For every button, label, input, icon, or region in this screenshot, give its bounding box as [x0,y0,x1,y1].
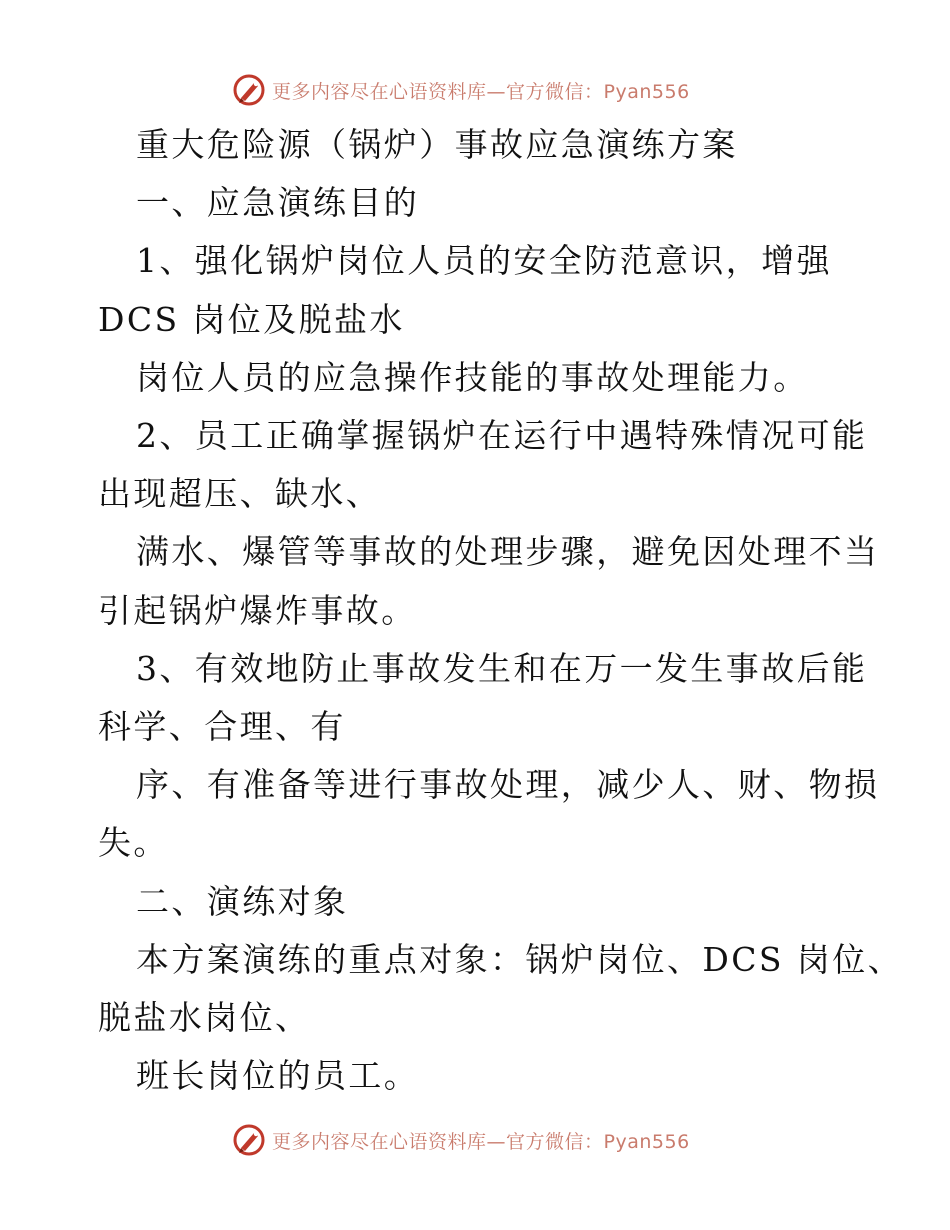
text-line: 序、有准备等进行事故处理，减少人、财、物损 [136,765,880,805]
text-line: 一、应急演练目的 [136,183,420,223]
text-line: DCS 岗位及脱盐水 [98,299,405,339]
footer-watermark [232,1120,690,1160]
header-watermark [232,70,690,110]
text-line: 重大危险源（锅炉）事故应急演练方案 [136,125,738,164]
pen-seal-icon [232,73,266,107]
text-line: 3、有效地防止事故发生和在万一发生事故后能 [136,648,868,688]
text-line: 岗位人员的应急操作技能的事故处理能力。 [136,357,809,397]
text-line: 1、强化锅炉岗位人员的安全防范意识，增强 [136,241,832,281]
text-line: 引起锅炉爆炸事故。 [98,590,417,630]
document-body [98,116,904,1105]
text-line: 满水、爆管等事故的处理步骤，避免因处理不当 [136,532,880,572]
text-line: 出现超压、缺水、 [98,474,382,514]
text-line: 科学、合理、有 [98,707,346,747]
watermark-text: 更多内容尽在心语资料库—官方微信：Pyan556 [272,80,690,103]
text-line: 2、员工正确掌握锅炉在运行中遇特殊情况可能 [136,416,868,456]
text-line: 本方案演练的重点对象：锅炉岗位、DCS 岗位、 [136,939,904,979]
text-line: 失。 [98,823,169,863]
text-line: 脱盐水岗位、 [98,998,311,1038]
pen-seal-icon [232,1123,266,1157]
text-line: 班长岗位的员工。 [136,1056,420,1096]
text-line: 二、演练对象 [136,881,349,921]
watermark-text: 更多内容尽在心语资料库—官方微信：Pyan556 [272,1130,690,1153]
